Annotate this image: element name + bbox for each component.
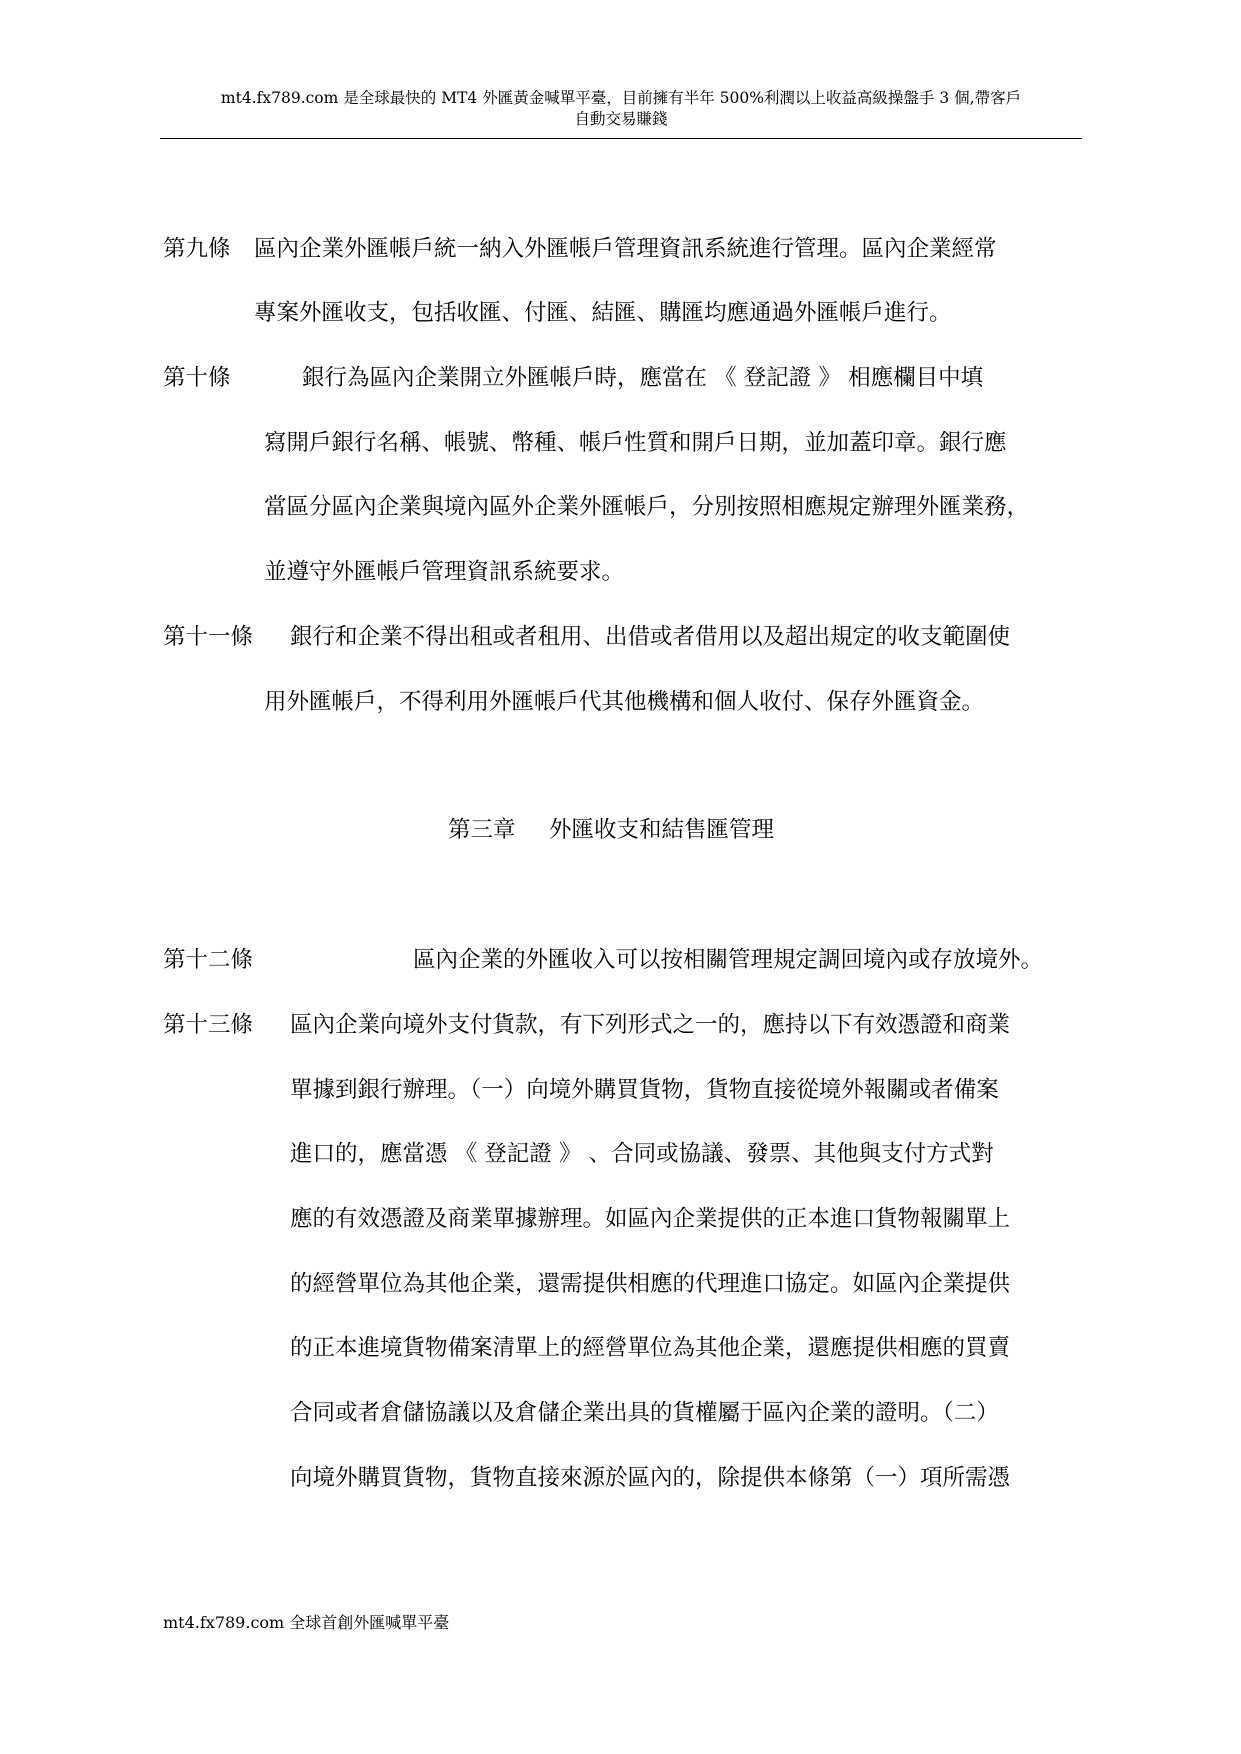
article-text-line: 當區分區內企業與境內區外企業外匯帳戶，分別按照相應規定辦理外匯業務， (264, 494, 1030, 520)
article-text-line: 並遵守外匯帳戶管理資訊系統要求。 (264, 559, 625, 585)
article-text-line: 應的有效憑證及商業單據辦理。如區內企業提供的正本進口貨物報關單上 (290, 1206, 1011, 1232)
article-label: 第十條 (163, 365, 231, 391)
article-text-line: 區內企業外匯帳戶統一納入外匯帳戶管理資訊系統進行管理。區內企業經常 (254, 236, 997, 262)
article-text-line: 專案外匯收支，包括收匯、付匯、結匯、購匯均應通過外匯帳戶進行。 (254, 300, 952, 326)
article-text-line: 區內企業的外匯收入可以按相關管理規定調回境內或存放境外。 (413, 947, 1044, 973)
article-text-line: 的正本進境貨物備案清單上的經營單位為其他企業，還應提供相應的買賣 (290, 1335, 1011, 1361)
article-text-line: 銀行和企業不得出租或者租用、出借或者借用以及超出規定的收支範圍使 (290, 624, 1011, 650)
article-text-line: 向境外購買貨物，貨物直接來源於區內的，除提供本條第（一）項所需憑 (290, 1465, 1011, 1491)
header-line-1: mt4.fx789.com 是全球最快的 MT4 外匯黃金喊單平臺，目前擁有半年 500%利潤以上收益高級操盤手 3 個,帶客戶 (220, 89, 1022, 107)
page-footer: mt4.fx789.com 全球首創外匯喊單平臺 (163, 1613, 450, 1632)
article-text-line: 合同或者倉儲協議以及倉儲企業出具的貨權屬于區內企業的證明。（二） (290, 1400, 999, 1426)
article-text-line: 銀行為區內企業開立外匯帳戶時，應當在 《 登記證 》 相應欄目中填 (302, 365, 984, 391)
article-text-line: 用外匯帳戶，不得利用外匯帳戶代其他機構和個人收付、保存外匯資金。 (264, 689, 985, 715)
page-header (160, 88, 1082, 130)
chapter-title: 外匯收支和結售匯管理 (549, 817, 775, 843)
article-text-line: 進口的，應當憑 《 登記證 》 、合同或協議、發票、其他與支付方式對 (290, 1141, 994, 1167)
article-label: 第十一條 (163, 624, 254, 650)
article-text-line: 區內企業向境外支付貨款，有下列形式之一的，應持以下有效憑證和商業 (290, 1012, 1011, 1038)
header-divider (160, 138, 1082, 139)
chapter-number: 第三章 (448, 817, 516, 843)
article-text-line: 單據到銀行辦理。（一）向境外購買貨物，貨物直接從境外報關或者備案 (290, 1077, 999, 1103)
header-line-2: 自動交易賺錢 (574, 110, 668, 128)
article-text-line: 的經營單位為其他企業，還需提供相應的代理進口協定。如區內企業提供 (290, 1271, 1011, 1297)
article-label: 第十二條 (163, 947, 254, 973)
article-text-line: 寫開戶銀行名稱、帳號、幣種、帳戶性質和開戶日期，並加蓋印章。銀行應 (264, 430, 1007, 456)
article-label: 第十三條 (163, 1012, 254, 1038)
article-label: 第九條 (163, 236, 231, 262)
